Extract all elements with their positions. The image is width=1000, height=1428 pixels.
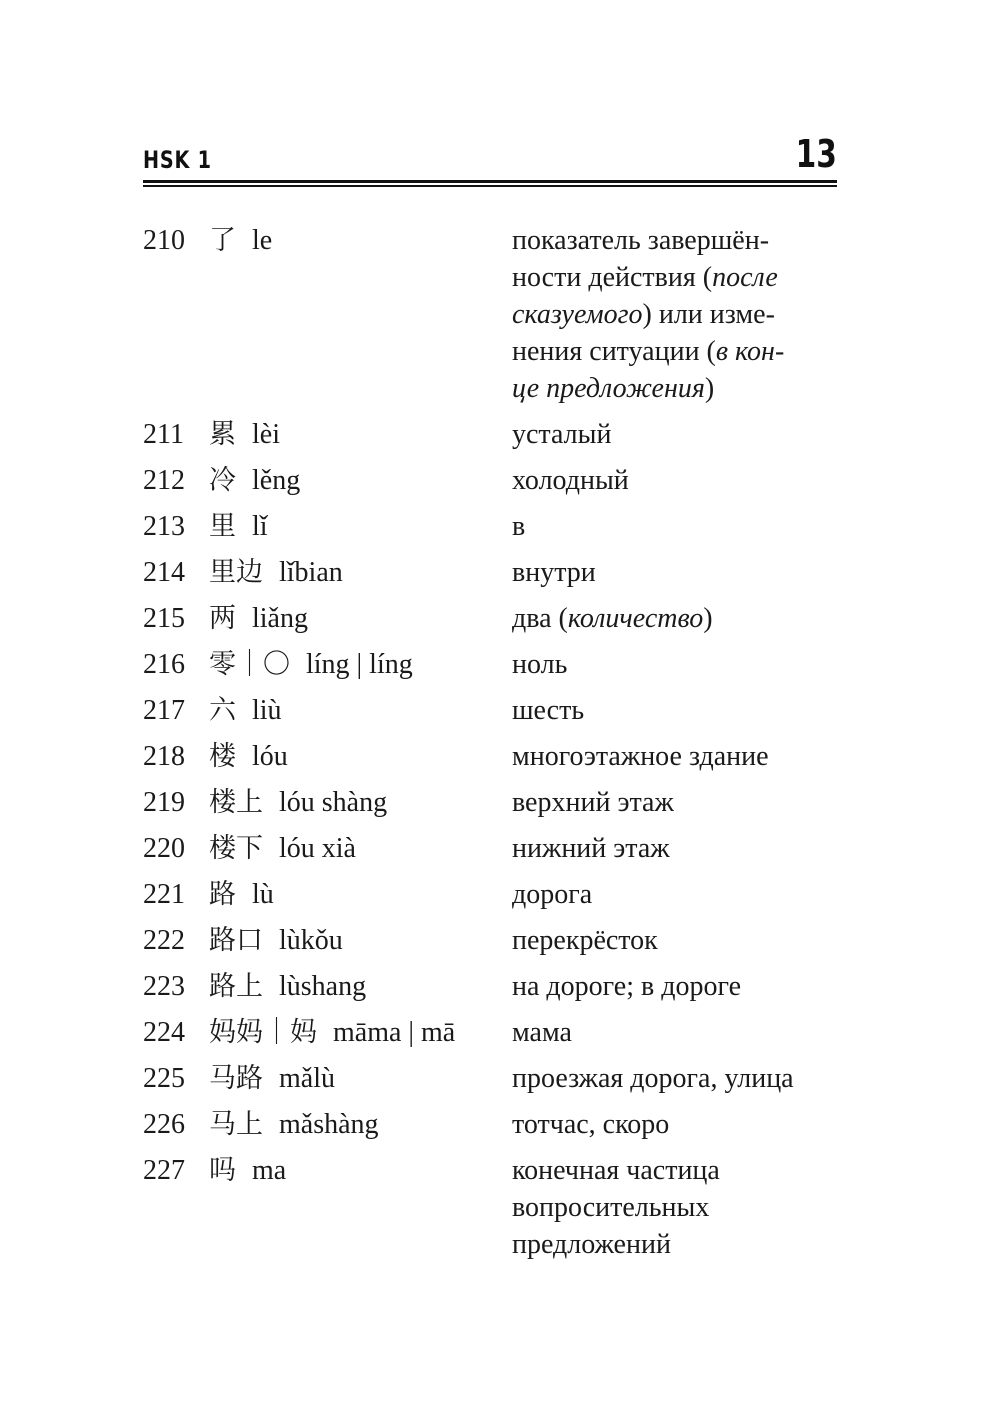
entry-number: 219	[143, 787, 185, 818]
entry-hanzi: 里边	[209, 557, 263, 588]
entry-meaning	[512, 222, 842, 407]
entry-pinyin: lěng	[252, 465, 301, 496]
entry-hanzi: 路	[209, 879, 236, 910]
meaning-line	[512, 876, 842, 913]
entry-pinyin: le	[252, 225, 273, 256]
entry-number: 224	[143, 1017, 185, 1048]
entry-hanzi: 楼下	[209, 833, 263, 864]
meaning-italic-text: сказуемого	[512, 299, 643, 330]
meaning-line	[512, 462, 842, 499]
meaning-line	[512, 1106, 842, 1143]
entry-number: 215	[143, 603, 185, 634]
entry-meaning	[512, 830, 842, 867]
entry-hanzi: 妈妈｜妈	[209, 1017, 317, 1048]
entry-meaning	[512, 968, 842, 1005]
entry-meaning	[512, 1152, 842, 1263]
meaning-line	[512, 1226, 842, 1263]
meaning-text: холодный	[512, 465, 629, 496]
entry-pinyin: líng | líng	[306, 649, 413, 680]
header-rule-thin	[143, 185, 837, 187]
entry-word	[209, 462, 512, 499]
entry-pinyin: lèi	[252, 419, 280, 450]
entry-meaning	[512, 554, 842, 591]
meaning-line	[512, 1060, 842, 1097]
entry-word	[209, 876, 512, 913]
meaning-line	[512, 296, 842, 333]
meaning-text: предложений	[512, 1229, 671, 1260]
entry-meaning	[512, 784, 842, 821]
entry-meaning	[512, 692, 842, 729]
entry-hanzi: 了	[209, 225, 236, 256]
meaning-line	[512, 333, 842, 370]
entry-hanzi: 零｜〇	[209, 649, 290, 680]
meaning-text: )	[704, 373, 715, 404]
meaning-line	[512, 259, 842, 296]
meaning-text: показатель завершён-	[512, 225, 770, 256]
entry-number: 211	[143, 419, 184, 450]
entry-hanzi: 楼上	[209, 787, 263, 818]
entry-pinyin: lóu shàng	[279, 787, 388, 818]
entry-word	[209, 508, 512, 545]
entry-number: 222	[143, 925, 185, 956]
meaning-line	[512, 784, 842, 821]
entry-word	[209, 738, 512, 775]
vocab-entry	[143, 646, 843, 683]
entry-pinyin: mǎshàng	[279, 1109, 379, 1140]
meaning-line	[512, 508, 842, 545]
entry-number: 212	[143, 465, 185, 496]
vocab-entry	[143, 1060, 843, 1097]
vocab-entry	[143, 830, 843, 867]
entry-pinyin: lùkǒu	[279, 925, 343, 956]
meaning-text: ) или изме-	[642, 299, 775, 330]
vocab-entry	[143, 922, 843, 959]
entry-hanzi: 冷	[209, 465, 236, 496]
meaning-text: два (	[512, 603, 568, 634]
page-number: 13	[795, 132, 837, 176]
entry-word	[209, 600, 512, 637]
meaning-text: ности действия (	[512, 262, 713, 293]
entry-hanzi: 马上	[209, 1109, 263, 1140]
entry-word	[209, 922, 512, 959]
meaning-text: конечная частица	[512, 1155, 720, 1186]
meaning-text: верхний этаж	[512, 787, 674, 818]
meaning-text: дорога	[512, 879, 593, 910]
entry-pinyin: liù	[252, 695, 282, 726]
entry-hanzi: 马路	[209, 1063, 263, 1094]
meaning-line	[512, 968, 842, 1005]
vocab-entry	[143, 876, 843, 913]
entry-number: 221	[143, 879, 185, 910]
entry-hanzi: 里	[209, 511, 236, 542]
vocab-entry	[143, 784, 843, 821]
meaning-text: вопросительных	[512, 1192, 710, 1223]
entry-word	[209, 784, 512, 821]
entry-word	[209, 416, 512, 453]
entry-number: 220	[143, 833, 185, 864]
meaning-italic-text: це предложения	[512, 373, 705, 404]
meaning-text: на дороге; в дороге	[512, 971, 741, 1002]
entry-meaning	[512, 646, 842, 683]
entry-meaning	[512, 738, 842, 775]
entry-meaning	[512, 508, 842, 545]
entry-pinyin: lù	[252, 879, 274, 910]
meaning-text: тотчас, скоро	[512, 1109, 670, 1140]
entry-word	[209, 692, 512, 729]
entry-number: 223	[143, 971, 185, 1002]
entry-word	[209, 1014, 512, 1051]
entry-pinyin: ma	[252, 1155, 287, 1186]
meaning-line	[512, 554, 842, 591]
entry-word	[209, 1060, 512, 1097]
vocab-entry	[143, 968, 843, 1005]
entry-meaning	[512, 1060, 842, 1097]
entry-pinyin: lǐbian	[279, 557, 343, 588]
entry-pinyin: liǎng	[252, 603, 308, 634]
running-header	[143, 132, 837, 178]
vocab-entry	[143, 600, 843, 637]
entry-word	[209, 554, 512, 591]
vocab-entry	[143, 416, 843, 453]
meaning-line	[512, 222, 842, 259]
meaning-text: усталый	[512, 419, 612, 450]
vocab-entry	[143, 1106, 843, 1143]
entry-hanzi: 楼	[209, 741, 236, 772]
entry-number: 226	[143, 1109, 185, 1140]
entry-number: 214	[143, 557, 185, 588]
entry-pinyin: lùshang	[279, 971, 367, 1002]
entry-word	[209, 1152, 512, 1189]
entry-number: 218	[143, 741, 185, 772]
meaning-text: в	[512, 511, 526, 542]
meaning-line	[512, 922, 842, 959]
meaning-line	[512, 738, 842, 775]
vocabulary-list	[143, 222, 843, 1272]
meaning-line	[512, 1189, 842, 1226]
header-rule-thick	[143, 180, 837, 183]
meaning-line	[512, 370, 842, 407]
entry-pinyin: māma | mā	[333, 1017, 456, 1048]
entry-meaning	[512, 922, 842, 959]
meaning-line	[512, 830, 842, 867]
meaning-italic-text: в кон-	[715, 336, 785, 367]
entry-hanzi: 六	[209, 695, 236, 726]
entry-hanzi: 累	[209, 419, 236, 450]
meaning-text: нения ситуации (	[512, 336, 716, 367]
entry-word	[209, 830, 512, 867]
entry-meaning	[512, 1106, 842, 1143]
entry-meaning	[512, 416, 842, 453]
entry-word	[209, 222, 512, 259]
meaning-line	[512, 1152, 842, 1189]
vocab-entry	[143, 554, 843, 591]
vocab-entry	[143, 508, 843, 545]
meaning-text: нижний этаж	[512, 833, 670, 864]
entry-number: 210	[143, 225, 185, 256]
entry-pinyin: lǐ	[252, 511, 268, 542]
meaning-text: ноль	[512, 649, 568, 680]
entry-meaning	[512, 600, 842, 637]
meaning-text: многоэтажное здание	[512, 741, 769, 772]
vocab-entry	[143, 462, 843, 499]
entry-hanzi: 路口	[209, 925, 263, 956]
meaning-line	[512, 600, 842, 637]
meaning-text: шесть	[512, 695, 585, 726]
entry-meaning	[512, 1014, 842, 1051]
meaning-text: мама	[512, 1017, 572, 1048]
entry-meaning	[512, 876, 842, 913]
entry-pinyin: lóu	[252, 741, 288, 772]
entry-pinyin: lóu xià	[279, 833, 356, 864]
meaning-line	[512, 416, 842, 453]
meaning-text: внутри	[512, 557, 596, 588]
entry-number: 213	[143, 511, 185, 542]
entry-word	[209, 1106, 512, 1143]
entry-pinyin: mǎlù	[279, 1063, 335, 1094]
meaning-italic-text: после	[712, 262, 778, 293]
vocab-entry	[143, 692, 843, 729]
vocab-entry	[143, 738, 843, 775]
meaning-line	[512, 1014, 842, 1051]
meaning-text: проезжая дорога, улица	[512, 1063, 794, 1094]
entry-number: 225	[143, 1063, 185, 1094]
book-label: HSK 1	[143, 146, 212, 174]
vocab-entry	[143, 1014, 843, 1051]
entry-meaning	[512, 462, 842, 499]
meaning-line	[512, 692, 842, 729]
meaning-text: перекрёсток	[512, 925, 658, 956]
meaning-text: )	[703, 603, 713, 634]
entry-number: 217	[143, 695, 185, 726]
meaning-italic-text: количество	[567, 603, 704, 634]
entry-hanzi: 吗	[209, 1155, 236, 1186]
vocab-entry	[143, 222, 843, 407]
entry-hanzi: 路上	[209, 971, 263, 1002]
entry-word	[209, 968, 512, 1005]
entry-number: 227	[143, 1155, 185, 1186]
meaning-line	[512, 646, 842, 683]
entry-word	[209, 646, 512, 683]
entry-hanzi: 两	[209, 603, 236, 634]
vocab-entry	[143, 1152, 843, 1263]
entry-number: 216	[143, 649, 185, 680]
